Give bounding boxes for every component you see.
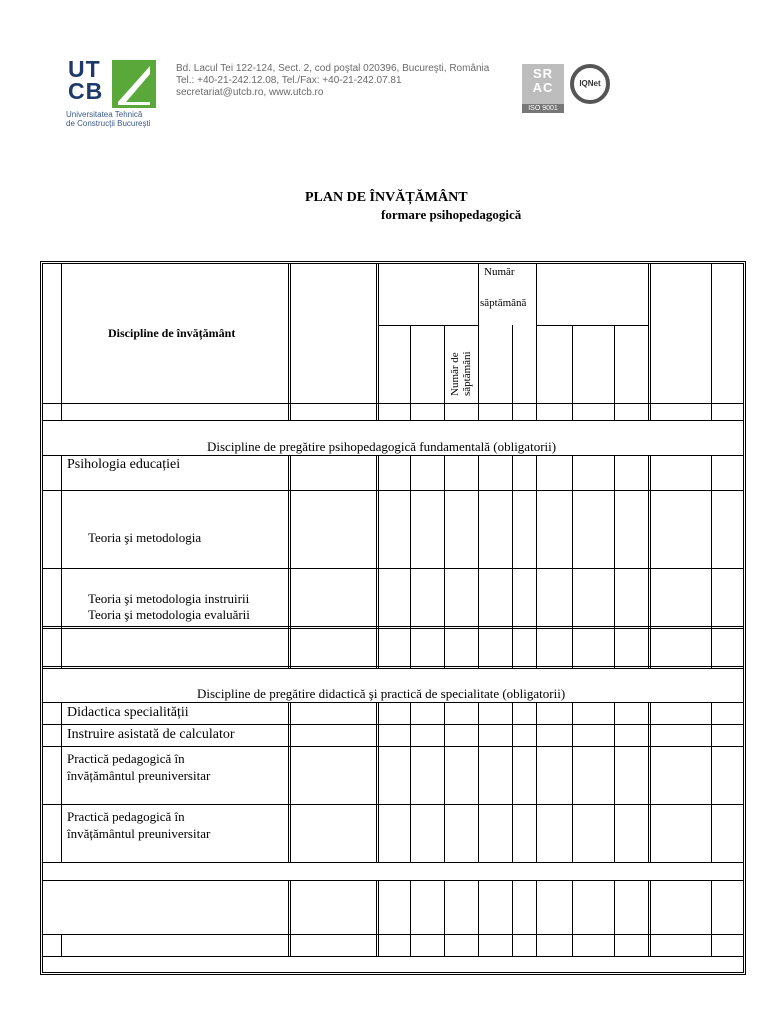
row-teoria-metodologia: Teoria şi metodologia bbox=[88, 530, 202, 545]
row-instruire-asistata: Instruire asistată de calculator bbox=[67, 727, 235, 742]
utcb-logo: UT CB bbox=[68, 56, 104, 104]
row-practica-1-line-2: învățământul preuniversitar bbox=[67, 768, 211, 783]
header-saptamana: săptămână bbox=[480, 297, 527, 309]
header-saptamani: săptămâni bbox=[461, 351, 473, 396]
header-numar-de: Număr de bbox=[449, 352, 461, 396]
section-1-title: Discipline de pregătire psihopedagogică fundamentală (obligatorii) bbox=[207, 439, 557, 454]
header-numar: Număr bbox=[484, 266, 515, 278]
srac-cert-text: SR AC bbox=[532, 66, 554, 95]
header-numar-saptamani-vertical bbox=[449, 351, 473, 396]
iqnet-text: IQNet bbox=[579, 79, 601, 88]
iso-cert-text: ISO 9001 bbox=[522, 104, 564, 113]
address-line-1: Bd. Lacul Tei 122-124, Sect. 2, cod poştal 020396, Bucureşti, România bbox=[176, 63, 490, 74]
row-practica-1-line-1: Practică pedagogică în bbox=[67, 751, 185, 766]
row-teoria-evaluarii: Teoria şi metodologia evaluării bbox=[88, 607, 250, 622]
section-2-title: Discipline de pregătire didactică şi practică de specialitate (obligatorii) bbox=[197, 686, 566, 701]
address-line-2: Tel.: +40-21-242.12.08, Tel./Fax: +40-21-242.07.81 bbox=[176, 75, 402, 86]
row-psihologia-educatiei: Psihologia educației bbox=[67, 457, 181, 472]
logo-subtitle-line-2: de Construcţii Bucureşti bbox=[66, 119, 151, 128]
header-disciplines: Discipline de învățământ bbox=[108, 326, 236, 340]
logo-subtitle-line-1: Universitatea Tehnică bbox=[66, 110, 143, 119]
document-subtitle: formare psihopedagogică bbox=[381, 207, 522, 222]
row-teoria-instruirii: Teoria şi metodologia instruirii bbox=[88, 591, 250, 606]
document-title: PLAN DE ÎNVĂȚĂMÂNT bbox=[305, 190, 468, 205]
row-practica-2-line-2: învățământul preuniversitar bbox=[67, 826, 211, 841]
row-practica-2-line-1: Practică pedagogică în bbox=[67, 809, 185, 824]
row-didactica-specialitatii: Didactica specialității bbox=[67, 705, 189, 720]
address-line-3: secretariat@utcb.ro, www.utcb.ro bbox=[176, 87, 324, 98]
